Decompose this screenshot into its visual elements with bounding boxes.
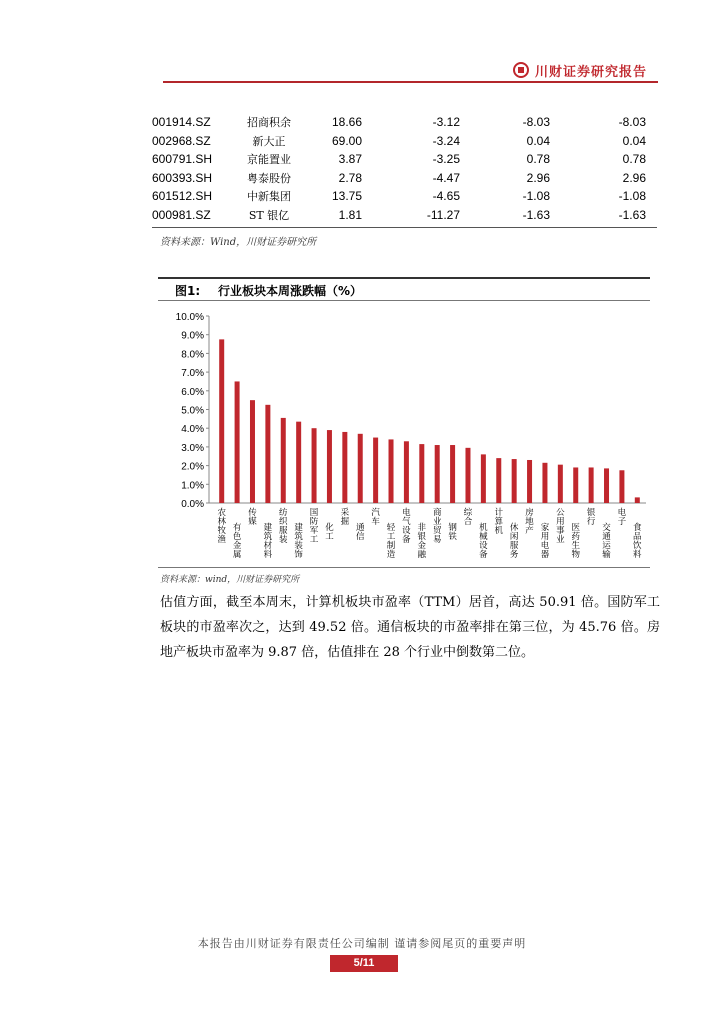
x-tick-label: 建筑材料	[263, 523, 273, 560]
x-tick-label: 休闲服务	[509, 523, 519, 560]
cell-ytd: 0.78	[622, 152, 646, 167]
figure-title: 行业板块本周涨跌幅（%）	[218, 284, 363, 298]
brand-logo-icon	[513, 62, 529, 78]
y-tick-label: 8.0%	[181, 349, 204, 361]
cell-name: ST 银亿	[248, 208, 290, 222]
bar	[296, 422, 301, 503]
y-tick-label: 1.0%	[181, 480, 204, 492]
bar	[265, 405, 270, 503]
page-number: 5/11	[330, 955, 398, 972]
cell-ytd: 0.04	[622, 133, 646, 148]
cell-code: 001914.SZ	[152, 115, 211, 130]
figure-label: 图1:	[175, 284, 201, 298]
figure-title-rule	[158, 300, 650, 301]
cell-pe: 69.00	[331, 133, 362, 148]
valuation-paragraph: 估值方面，截至本周末，计算机板块市盈率（TTM）居首，高达 50.91 倍。国防军工板块的市盈率次之，达到 49.52 倍。通信板块的市盈率排在第三位，为 45.76 倍。房地产板块市盈率为 9.87 倍，估值排在 28 个行业中倒数第二位。	[160, 595, 660, 660]
cell-pe: 3.87	[338, 152, 362, 167]
x-tick-label: 机械设备	[479, 523, 488, 560]
bar	[404, 441, 409, 503]
x-tick-label: 电子	[617, 508, 627, 527]
cell-code: 002968.SZ	[152, 133, 211, 148]
y-tick-label: 10.0%	[175, 312, 204, 323]
bar	[450, 445, 455, 503]
cell-week: -4.47	[432, 170, 460, 185]
cell-ytd: 2.96	[622, 170, 646, 185]
figure-top-rule	[158, 277, 650, 279]
cell-month: 2.96	[526, 170, 550, 185]
bar	[342, 432, 347, 503]
bar	[542, 463, 547, 503]
cell-code: 601512.SH	[152, 189, 213, 204]
cell-name: 招商积余	[247, 116, 291, 130]
cell-ytd: -1.08	[618, 189, 646, 204]
bar	[389, 439, 394, 503]
cell-pe: 1.81	[338, 207, 362, 222]
bar	[527, 460, 532, 503]
cell-code: 600393.SH	[152, 170, 213, 185]
figure-bottom-rule	[158, 567, 650, 568]
cell-week: -3.24	[432, 133, 460, 148]
brand	[513, 60, 647, 80]
bar	[496, 458, 501, 503]
bar	[219, 339, 224, 503]
bar	[558, 465, 563, 503]
x-tick-label: 化工	[325, 523, 334, 542]
bar	[358, 434, 363, 503]
bar	[481, 454, 486, 503]
cell-week: -3.12	[432, 115, 460, 130]
x-tick-label: 有色金属	[232, 523, 242, 560]
x-tick-label: 房地产	[525, 508, 534, 536]
x-tick-label: 交通运输	[602, 523, 611, 560]
cell-month: 0.04	[526, 133, 550, 148]
cell-month: -8.03	[522, 115, 550, 130]
x-tick-label: 银行	[586, 508, 596, 527]
x-tick-label: 公用事业	[556, 508, 565, 545]
cell-code: 600791.SH	[152, 152, 213, 167]
x-tick-label: 计算机	[494, 508, 504, 536]
y-tick-label: 4.0%	[181, 424, 204, 436]
cell-week: -4.65	[432, 189, 460, 204]
y-tick-label: 9.0%	[181, 330, 204, 342]
x-tick-label: 国防军工	[309, 508, 319, 545]
x-tick-label: 家用电器	[540, 523, 550, 560]
y-tick-label: 3.0%	[181, 442, 204, 454]
table-row	[152, 113, 646, 132]
cell-name: 新大正	[252, 134, 286, 148]
cell-pe: 13.75	[331, 189, 362, 204]
x-tick-label: 商业贸易	[432, 508, 442, 545]
industry-bar-chart	[158, 302, 650, 566]
y-tick-label: 5.0%	[181, 405, 204, 417]
x-tick-label: 综合	[463, 508, 473, 527]
bar	[604, 468, 609, 503]
bar	[573, 467, 578, 503]
table-row	[152, 150, 646, 169]
cell-name: 中新集团	[247, 190, 291, 204]
bar	[435, 445, 440, 503]
x-tick-label: 汽车	[371, 508, 380, 527]
footer-disclaimer: 本报告由川财证券有限责任公司编制 谨请参阅尾页的重要声明	[197, 937, 527, 950]
stock-table	[152, 113, 646, 224]
cell-pe: 18.66	[331, 115, 362, 130]
x-tick-label: 钢铁	[448, 523, 457, 542]
bar	[281, 418, 286, 503]
bar	[512, 459, 517, 503]
table-row	[152, 132, 646, 151]
y-tick-label: 7.0%	[181, 368, 204, 380]
y-tick-label: 6.0%	[181, 386, 204, 398]
x-tick-label: 轻工制造	[386, 523, 396, 560]
bar	[589, 467, 594, 503]
x-tick-label: 传媒	[248, 508, 257, 527]
x-tick-label: 通信	[355, 523, 365, 542]
y-tick-label: 0.0%	[181, 499, 204, 510]
bar	[235, 381, 240, 503]
brand-text: 川财证券研究报告	[535, 64, 648, 80]
x-tick-label: 建筑装饰	[294, 523, 303, 560]
cell-week: -3.25	[432, 152, 460, 167]
cell-code: 000981.SZ	[152, 207, 211, 222]
x-tick-label: 医药生物	[571, 523, 580, 560]
x-tick-label: 纺织服装	[279, 508, 288, 545]
y-tick-label: 2.0%	[181, 461, 204, 473]
table-row	[152, 169, 646, 188]
cell-name: 粤泰股份	[247, 171, 291, 185]
x-tick-label: 农林牧渔	[217, 508, 226, 545]
cell-name: 京能置业	[247, 153, 291, 167]
cell-month: -1.08	[522, 189, 550, 204]
cell-pe: 2.78	[338, 170, 362, 185]
table-source: 资料来源：Wind，川财证券研究所	[160, 237, 317, 248]
figure-source: 资料来源：wind，川财证券研究所	[160, 575, 300, 585]
x-tick-label: 电气设备	[402, 508, 411, 545]
cell-ytd: -8.03	[618, 115, 646, 130]
table-row	[152, 206, 646, 225]
x-tick-label: 食品饮料	[633, 523, 642, 560]
x-tick-label: 非银金融	[417, 523, 427, 560]
cell-week: -11.27	[426, 207, 460, 222]
header-divider	[163, 81, 658, 83]
table-row	[152, 187, 646, 206]
bar	[465, 448, 470, 503]
bar	[250, 400, 255, 503]
table-bottom-rule	[152, 227, 657, 228]
cell-ytd: -1.63	[618, 207, 646, 222]
bar	[312, 428, 317, 503]
bar	[327, 430, 332, 503]
x-tick-label: 采掘	[340, 508, 350, 527]
cell-month: -1.63	[522, 207, 550, 222]
bar	[619, 470, 624, 503]
bar	[373, 438, 378, 503]
bar	[419, 444, 424, 503]
cell-month: 0.78	[526, 152, 550, 167]
bar	[635, 497, 640, 503]
